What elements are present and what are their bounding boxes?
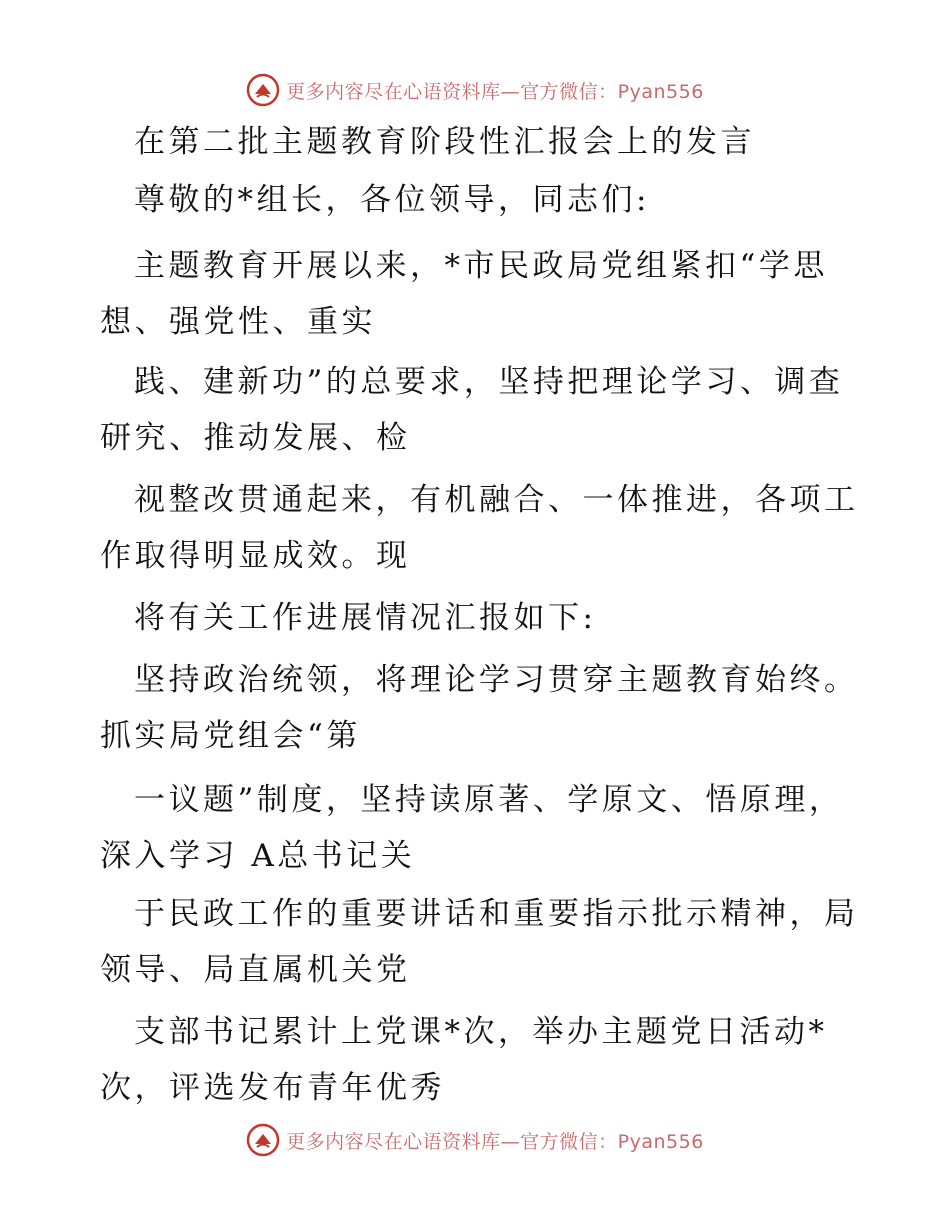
footer-watermark-banner [0,1118,950,1162]
doc-line: 领导、局直属机关党 [100,952,411,988]
footer-watermark-text: 更多内容尽在心语资料库—官方微信：Pyan556 [286,1130,704,1153]
book-logo-icon [246,73,280,107]
doc-line: 主题教育开展以来，*市民政局党组紧扣“学思 [134,248,828,284]
header-watermark-text: 更多内容尽在心语资料库—官方微信：Pyan556 [286,80,704,103]
doc-line: 一议题”制度，坚持读原著、学原文、悟原理， [134,782,844,818]
doc-line: 将有关工作进展情况汇报如下: [134,600,597,636]
doc-salutation: 尊敬的*组长，各位领导，同志们: [134,182,650,218]
doc-line: 于民政工作的重要讲话和重要指示批示精神，局 [134,896,859,932]
doc-line: 研究、推动发展、检 [100,420,411,456]
book-logo-icon [246,1123,280,1157]
doc-line: 抓实局党组会“第 [100,718,361,754]
header-watermark-banner [0,68,950,112]
doc-line: 视整改贯通起来，有机融合、一体推进，各项工 [134,482,859,518]
doc-line: 次，评选发布青年优秀 [100,1070,445,1106]
doc-line: 践、建新功”的总要求，坚持把理论学习、调查 [134,364,844,400]
doc-line: 作取得明显成效。现 [100,538,411,574]
doc-line: 深入学习 A总书记关 [100,838,416,874]
doc-title: 在第二批主题教育阶段性汇报会上的发言 [134,124,755,160]
doc-line: 坚持政治统领，将理论学习贯穿主题教育始终。 [134,662,859,698]
doc-line: 想、强党性、重实 [100,304,376,340]
doc-line: 支部书记累计上党课*次，举办主题党日活动* [134,1014,828,1050]
